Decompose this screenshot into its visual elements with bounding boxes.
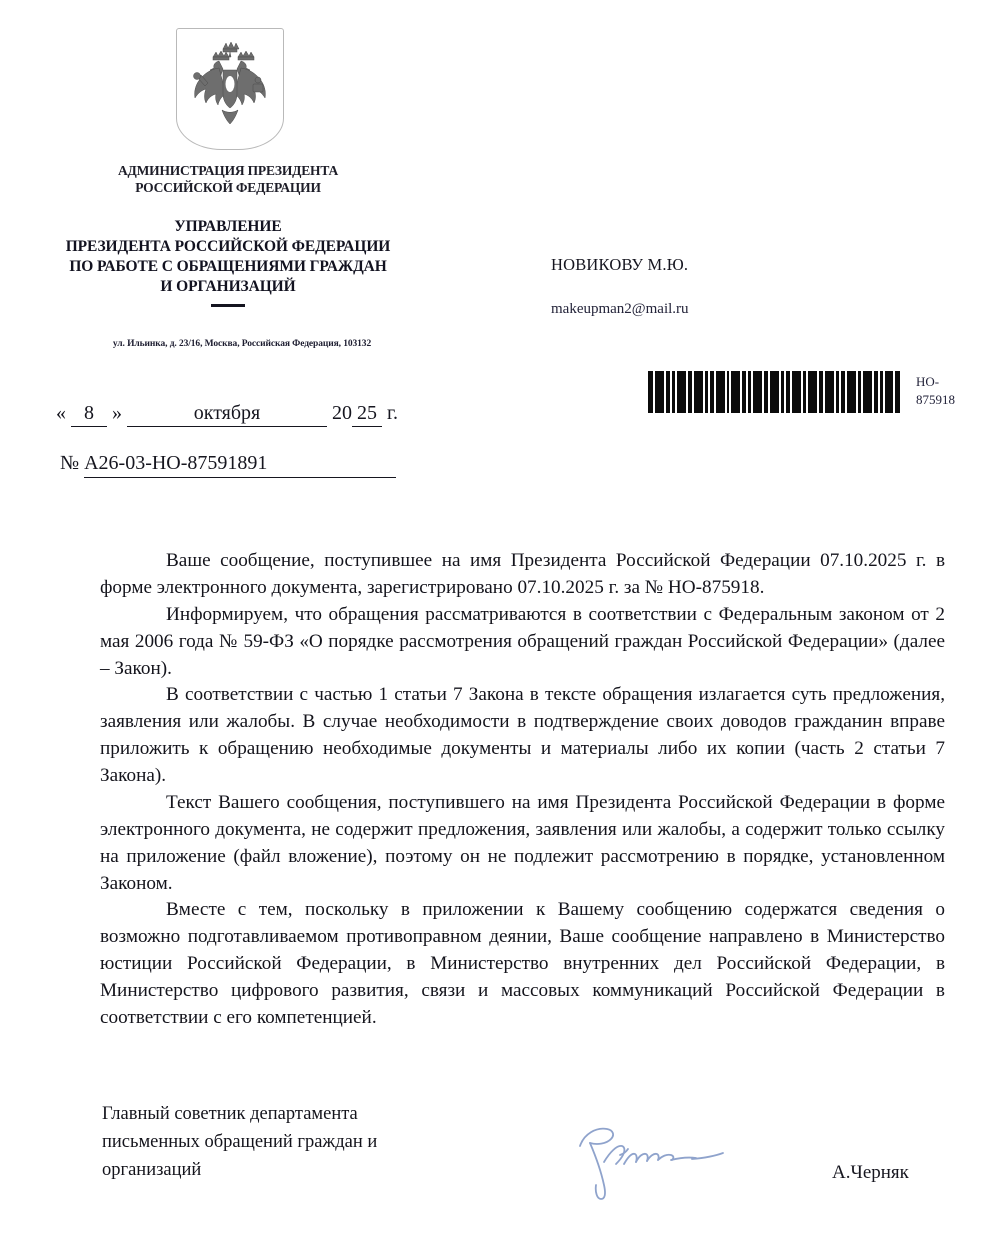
department-title-line2: ПРЕЗИДЕНТА РОССИЙСКОЙ ФЕДЕРАЦИИ — [65, 237, 391, 255]
barcode-bar — [895, 371, 900, 413]
department-title-line1: УПРАВЛЕНИЕ — [174, 217, 282, 235]
department-title-line3: ПО РАБОТЕ С ОБРАЩЕНИЯМИ ГРАЖДАН — [69, 257, 387, 275]
barcode-label-line1: НО- — [916, 374, 940, 389]
organization-name-line2: РОССИЙСКОЙ ФЕДЕРАЦИИ — [135, 180, 321, 196]
signer-position — [102, 1100, 502, 1184]
barcode-bar — [731, 371, 740, 413]
number-sign: № — [60, 452, 80, 474]
barcode-bar — [808, 371, 817, 413]
body-paragraph: Ваше сообщение, поступившее на имя Президента Российской Федерации 07.10.2025 г. в форме электронного документа, зарегистрировано 07.10.2025 г. за № НО-875918. — [100, 550, 945, 598]
barcode-bar — [792, 371, 801, 413]
coat-of-arms-emblem — [176, 28, 284, 150]
barcode-bar — [825, 371, 834, 413]
date-day-field[interactable]: 8 — [71, 402, 107, 427]
department-title — [28, 217, 428, 298]
addressee-name: НОВИКОВУ М.Ю. — [551, 255, 689, 274]
date-year-prefix: 20 — [332, 402, 352, 424]
document-number-line — [60, 452, 480, 478]
barcode-bar — [847, 371, 856, 413]
addressee-block — [551, 255, 941, 318]
barcode-label-line2: 875918 — [916, 391, 955, 407]
barcode-bar — [677, 371, 686, 413]
date-month-field[interactable]: октября — [127, 402, 327, 427]
barcode-bar — [863, 371, 872, 413]
document-date-line — [56, 402, 476, 427]
barcode-label — [916, 373, 976, 408]
date-year-abbreviation: г. — [387, 402, 398, 424]
date-quote-open: « — [56, 402, 66, 424]
date-quote-close: » — [112, 402, 122, 424]
letterhead — [28, 162, 428, 307]
organization-name-line1: АДМИНИСТРАЦИЯ ПРЕЗИДЕНТА — [117, 163, 339, 178]
document-number-field[interactable]: А26-03-НО-87591891 — [84, 452, 396, 478]
letterhead-divider — [211, 304, 245, 307]
organization-name — [28, 162, 428, 197]
barcode-bar — [694, 371, 703, 413]
body-paragraph: Текст Вашего сообщения, поступившего на имя Президента Российской Федерации в форме электронного документа, не содержит предложения, заявления или жалобы, а содержит только ссылку на приложение (файл вложение), поэтому он не подлежит рассмотрению в порядке, установленном Законом. — [100, 791, 945, 894]
date-year-field[interactable]: 25 — [352, 402, 382, 427]
addressee-email: makeupman2@mail.ru — [551, 301, 689, 317]
barcode-bar — [716, 371, 725, 413]
barcode-image — [648, 371, 901, 413]
handwritten-signature — [562, 1112, 782, 1202]
signer-position-line1: Главный советник департамента — [102, 1104, 358, 1124]
signer-position-line2: письменных обращений граждан и — [102, 1132, 378, 1153]
body-paragraph: Вместе с тем, поскольку в приложении к Вашему сообщению содержатся сведения о возможно подготавливаемом противоправном деянии, Ваше сообщение направлено в Министерство юстиции Российской Федерации, в Министерство внутренних дел Российской Федерации, в Министерство цифрового развития, связи и массовых коммуникаций Российской Федерации в соответствии с его компетенцией. — [100, 899, 945, 1028]
signer-name: А.Черняк — [832, 1162, 909, 1183]
barcode-bar — [885, 371, 894, 413]
barcode-bar — [753, 371, 762, 413]
barcode-bar — [770, 371, 779, 413]
signature-block — [102, 1100, 962, 1220]
letter-body — [100, 548, 945, 1032]
body-paragraph: В соответствии с частью 1 статьи 7 Закона в тексте обращения излагается суть предложения, заявления или жалобы. В случае необходимости в подтверждение своих доводов гражданин вправе приложить к обращению необходимые документы и материалы либо их копии (часть 2 статьи 7 Закона). — [100, 684, 945, 786]
letterhead-address: ул. Ильинка, д. 23/16, Москва, Российская Федерация, 103132 — [112, 339, 372, 349]
barcode-bar — [655, 371, 664, 413]
barcode-block — [648, 371, 973, 417]
body-paragraph: Информируем, что обращения рассматриваются в соответствии с Федеральным законом от 2 мая 2006 года № 59-ФЗ «О порядке рассмотрения обращений граждан Российской Федерации» (далее – Закон). — [100, 603, 945, 679]
department-title-line4: И ОРГАНИЗАЦИЙ — [160, 277, 296, 295]
signer-position-line3: организаций — [102, 1160, 202, 1181]
russian-coat-of-arms-double-headed-eagle-icon — [189, 40, 271, 134]
